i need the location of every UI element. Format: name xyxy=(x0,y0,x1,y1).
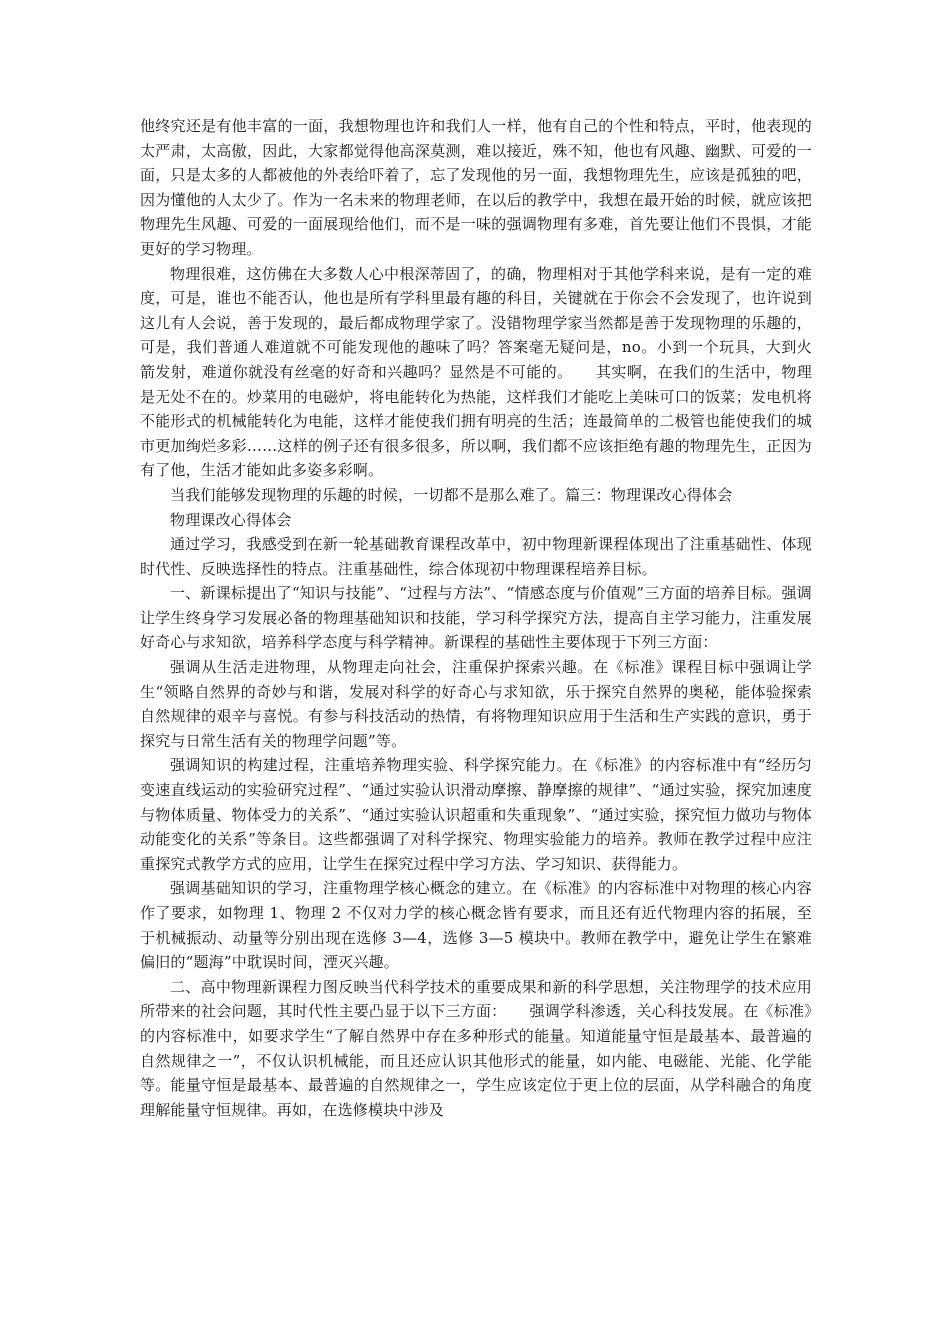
paragraph-1: 他终究还是有他丰富的一面，我想物理也许和我们人一样，他有自己的个性和特点，平时，他表现的太严肃，太高傲，因此，大家都觉得他高深莫测，难以接近，殊不知，他也有风趣、幽默、可爱的一面，只是太多的人都被他的外表给吓着了，忘了发现他的另一面，我想物理先生，应该是孤独的吧，因为懂他的人太少了。作为一名未来的物理老师，在以后的教学中，我想在最开始的时候，就应该把物理先生风趣、可爱的一面展现给他们，而不是一味的强调物理有多难，首先要让他们不畏惧，才能更好的学习物理。 xyxy=(140,117,812,258)
section-heading: 物理课改心得体会 xyxy=(170,510,292,529)
document-body xyxy=(140,114,812,1122)
paragraph-9: 强调基础知识的学习，注重物理学核心概念的建立。在《标准》的内容标准中对物理的核心内容作了要求，如物理 1、物理 2 不仅对力学的核心概念皆有要求，而且还有近代物理内容的拓展，至于机械振动、动量等分别出现在选修 3—4，选修 3—5 模块中。教师在教学中，避免让学生在繁难偏旧的“题海”中耽误时间，湮灭兴趣。 xyxy=(140,879,812,972)
paragraph-10: 二、高中物理新课程力图反映当代科学技术的重要成果和新的科学思想，关注物理学的技术应用所带来的社会问题，其时代性主要凸显于以下三方面： 强调学科渗透，关心科技发展。在《标准》的内容标准中，如要求学生“了解自然界中存在多种形式的能量。知道能量守恒是最基本、最普遍的自然规律之一”，不仅认识机械能，而且还应认识其他形式的能量，如内能、电磁能、光能、化学能等。能量守恒是最基本、最普遍的自然规律之一，学生应该定位于更上位的层面，从学科融合的角度理解能量守恒规律。再如，在选修模块中涉及 xyxy=(140,977,812,1119)
paragraph-6: 一、新课标提出了“知识与技能”、“过程与方法”、“情感态度与价值观”三方面的培养目标。强调让学生终身学习发展必备的物理基础知识和技能，学习科学探究方法，提高自主学习能力，注重发展好奇心与求知欲，培养科学态度与科学精神。新课程的基础性主要体现于下列三方面： xyxy=(140,584,812,652)
paragraph-2: 物理很难，这仿佛在大多数人心中根深蒂固了，的确，物理相对于其他学科来说，是有一定的难度，可是，谁也不能否认，他也是所有学科里最有趣的科目，关键就在于你会不会发现了，也许说到这儿有人会说，善于发现的，最后都成物理学家了。没错物理学家当然都是善于发现物理的乐趣的，可是，我们普通人难道就不可能发现他的趣味了吗？答案毫无疑问是，no。小到一个玩具，大到火箭发射，难道你就没有丝毫的好奇和兴趣吗？显然是不可能的。 其实啊，在我们的生活中，物理是无处不在的。炒菜用的电磁炉，将电能转化为热能，这样我们才能吃上美味可口的饭菜；发电机将不能形式的机械能转化为电能，这样才能使我们拥有明亮的生活；连最简单的二极管也能使我们的城市更加绚烂多彩……这样的例子还有很多很多，所以啊，我们都不应该拒绝有趣的物理先生，正因为有了他，生活才能如此多姿多彩啊。 xyxy=(140,264,812,480)
paragraph-5: 通过学习，我感受到在新一轮基础教育课程改革中，初中物理新课程体现出了注重基础性、体现时代性、反映选择性的特点。注重基础性，综合体现初中物理课程培养目标。 xyxy=(140,535,812,578)
paragraph-7: 强调从生活走进物理，从物理走向社会，注重保护探索兴趣。在《标准》课程目标中强调让学生“领略自然界的奇妙与和谐，发展对科学的好奇心与求知欲，乐于探究自然界的奥秘，能体验探索自然规律的艰辛与喜悦。有参与科技活动的热情，有将物理知识应用于生活和生产实践的意识，勇于探究与日常生活有关的物理学问题”等。 xyxy=(140,658,812,750)
paragraph-3: 当我们能够发现物理的乐趣的时候，一切都不是那么难了。篇三：物理课改心得体会 xyxy=(170,485,733,504)
paragraph-8: 强调知识的构建过程，注重培养物理实验、科学探究能力。在《标准》的内容标准中有“经历匀变速直线运动的实验研究过程”、“通过实验认识滑动摩擦、静摩擦的规律”、“通过实验，探究加速度与物体质量、物体受力的关系”、“通过实验认识超重和失重现象”、“通过实验，探究恒力做功与物体动能变化的关系”等条目。这些都强调了对科学探究、物理实验能力的培养。教师在教学过程中应注重探究式教学方式的应用，让学生在探究过程中学习方法、学习知识、获得能力。 xyxy=(140,756,812,873)
